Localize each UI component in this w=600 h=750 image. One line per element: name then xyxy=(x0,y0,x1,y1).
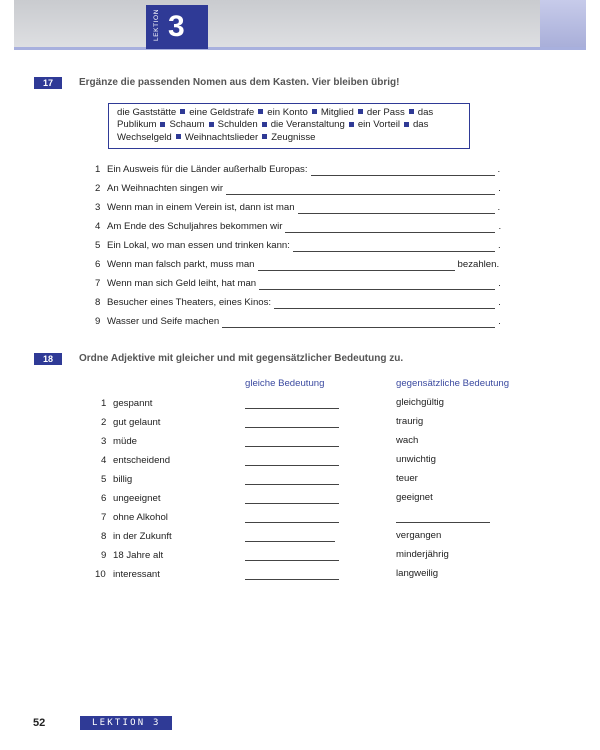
page-number: 52 xyxy=(33,717,46,729)
exercise-18-item xyxy=(101,416,160,429)
opposite-adjective: teuer xyxy=(396,473,418,484)
exercise-18-item xyxy=(101,511,168,524)
answer-blank[interactable] xyxy=(311,165,495,176)
exercise-17-item xyxy=(95,182,501,195)
item-number: 4 xyxy=(101,455,107,466)
word-option: das Wechselgeld xyxy=(117,119,429,143)
header-accent xyxy=(540,0,586,50)
item-number: 2 xyxy=(95,183,101,194)
adjective: gut gelaunt xyxy=(113,417,161,428)
exercise-18-item xyxy=(101,492,160,505)
item-text: Wenn man sich Geld leiht, hat man xyxy=(107,278,257,289)
footer-lektion-label: LEKTION 3 xyxy=(80,716,172,730)
adjective: interessant xyxy=(113,569,160,580)
word-option: der Pass xyxy=(366,107,405,118)
item-number: 6 xyxy=(101,493,107,504)
word-option: Schulden xyxy=(217,119,258,131)
item-text: Ein Lokal, wo man essen und trinken kann: xyxy=(107,240,290,251)
separator-square xyxy=(258,109,263,114)
item-number: 5 xyxy=(101,474,107,485)
separator-square xyxy=(262,122,267,127)
item-text: Wenn man falsch parkt, muss man xyxy=(107,259,255,270)
answer-blank[interactable] xyxy=(222,317,495,328)
answer-blank-same[interactable] xyxy=(245,465,339,466)
opposite-adjective: langweilig xyxy=(396,568,439,579)
separator-square xyxy=(180,109,185,114)
item-ending: . xyxy=(498,221,502,232)
item-ending: . xyxy=(497,202,501,213)
separator-square xyxy=(404,122,409,127)
word-option: die Gaststätte xyxy=(117,107,177,118)
exercise-17-item xyxy=(95,258,499,271)
item-text: Besucher eines Theaters, eines Kinos: xyxy=(107,297,272,308)
item-text: An Weihnachten singen wir xyxy=(107,183,224,194)
word-option: Zeugnisse xyxy=(271,131,316,143)
adjective: entscheidend xyxy=(113,455,171,466)
word-option: eine Geldstrafe xyxy=(189,107,255,118)
item-number: 5 xyxy=(95,240,101,251)
answer-blank-same[interactable] xyxy=(245,503,339,504)
word-option: ein Vorteil xyxy=(357,119,400,131)
separator-square xyxy=(262,134,267,139)
answer-blank[interactable] xyxy=(274,298,495,309)
separator-square xyxy=(358,109,363,114)
word-option: Weihnachtslieder xyxy=(184,131,259,143)
answer-blank[interactable] xyxy=(293,241,495,252)
item-text: Am Ende des Schuljahres bekommen wir xyxy=(107,221,283,232)
item-ending: . xyxy=(497,164,501,175)
opposite-adjective: geeignet xyxy=(396,492,433,503)
opposite-adjective: traurig xyxy=(396,416,424,427)
opposite-adjective: minderjährig xyxy=(396,549,449,560)
item-number: 9 xyxy=(101,550,107,561)
adjective: 18 Jahre alt xyxy=(113,550,164,561)
item-number: 8 xyxy=(95,297,101,308)
exercise-17-item xyxy=(95,239,501,252)
header-line xyxy=(14,47,586,50)
separator-square xyxy=(209,122,214,127)
separator-square xyxy=(349,122,354,127)
item-number: 3 xyxy=(101,436,107,447)
answer-blank-same[interactable] xyxy=(245,560,339,561)
adjective: in der Zukunft xyxy=(113,531,172,542)
item-number: 10 xyxy=(95,569,106,580)
answer-blank[interactable] xyxy=(298,203,495,214)
exercise-17-badge: 17 xyxy=(34,77,62,89)
exercise-18-item xyxy=(95,568,160,581)
item-number: 1 xyxy=(101,398,107,409)
item-ending: . xyxy=(498,297,501,308)
header-band xyxy=(14,0,586,50)
item-ending: . xyxy=(498,316,501,327)
exercise-17-item xyxy=(95,315,501,328)
item-ending: . xyxy=(497,240,501,251)
item-number: 4 xyxy=(95,221,101,232)
item-number: 8 xyxy=(101,531,107,542)
adjective: ungeeignet xyxy=(113,493,161,504)
opposite-adjective: wach xyxy=(396,435,419,446)
answer-blank[interactable] xyxy=(258,260,455,271)
separator-square xyxy=(312,109,317,114)
item-ending: . xyxy=(498,183,501,194)
item-number: 7 xyxy=(95,278,101,289)
exercise-18-badge: 18 xyxy=(34,353,62,365)
word-box xyxy=(108,103,470,149)
word-option: Schaum xyxy=(169,119,205,131)
answer-blank-same[interactable] xyxy=(245,408,339,409)
lektion-number: 3 xyxy=(168,10,185,43)
exercise-18-title: Ordne Adjektive mit gleicher und mit gegensätzlicher Bedeutung zu. xyxy=(79,353,404,364)
opposite-adjective: vergangen xyxy=(396,530,442,541)
item-number: 1 xyxy=(95,164,101,175)
exercise-18-item xyxy=(101,454,170,467)
answer-blank-same[interactable] xyxy=(245,522,339,523)
opposite-adjective: gleichgültig xyxy=(396,397,445,408)
adjective: billig xyxy=(113,474,133,485)
word-option: das Publikum xyxy=(117,107,434,131)
exercise-17-item xyxy=(95,220,501,233)
item-number: 9 xyxy=(95,316,101,327)
word-option: die Veranstaltung xyxy=(270,119,345,131)
word-option: Mitglied xyxy=(320,107,354,118)
item-number: 3 xyxy=(95,202,101,213)
item-text: Wenn man in einem Verein ist, dann ist man xyxy=(107,202,295,213)
exercise-18-item xyxy=(101,397,152,410)
exercise-18-item xyxy=(101,435,137,448)
answer-blank[interactable] xyxy=(226,184,495,195)
answer-blank[interactable] xyxy=(259,279,495,290)
item-number: 2 xyxy=(101,417,107,428)
item-number: 6 xyxy=(95,259,101,270)
column-head-opposite: gegensätzliche Bedeutung xyxy=(396,378,510,389)
exercise-18-item xyxy=(101,530,172,543)
exercise-18-item xyxy=(101,473,132,486)
answer-blank[interactable] xyxy=(285,222,495,233)
item-ending: bezahlen. xyxy=(457,259,500,270)
answer-blank-opposite[interactable] xyxy=(396,522,490,523)
exercise-17-item xyxy=(95,296,501,309)
exercise-17-title: Ergänze die passenden Nomen aus dem Kasten. Vier bleiben übrig! xyxy=(79,77,400,88)
answer-blank-same[interactable] xyxy=(245,541,335,542)
exercise-17-item xyxy=(95,201,500,214)
lektion-tab xyxy=(146,5,208,49)
word-option: ein Konto xyxy=(267,107,308,118)
separator-square xyxy=(176,134,181,139)
adjective: ohne Alkohol xyxy=(113,512,168,523)
item-text: Ein Ausweis für die Länder außerhalb Europas: xyxy=(107,164,308,175)
answer-blank-same[interactable] xyxy=(245,427,339,428)
separator-square xyxy=(160,122,165,127)
answer-blank-same[interactable] xyxy=(245,484,339,485)
exercise-17-item xyxy=(95,163,500,176)
separator-square xyxy=(409,109,414,114)
item-number: 7 xyxy=(101,512,107,523)
answer-blank-same[interactable] xyxy=(245,579,339,580)
opposite-adjective: unwichtig xyxy=(396,454,436,465)
answer-blank-same[interactable] xyxy=(245,446,339,447)
column-head-same: gleiche Bedeutung xyxy=(245,378,325,389)
item-text: Wasser und Seife machen xyxy=(107,316,220,327)
exercise-18-item xyxy=(101,549,163,562)
adjective: müde xyxy=(113,436,137,447)
adjective: gespannt xyxy=(113,398,153,409)
lektion-vertical-label: LEKTION xyxy=(153,8,160,41)
item-ending: . xyxy=(498,278,501,289)
exercise-17-item xyxy=(95,277,501,290)
